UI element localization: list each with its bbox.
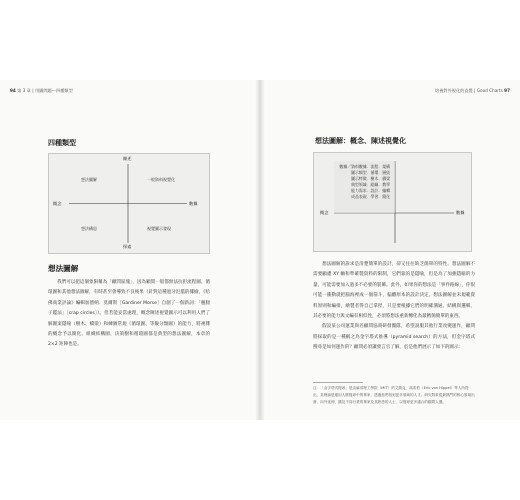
axis-right-label: 數據 bbox=[456, 210, 465, 215]
axis-bottom-label: 探索 bbox=[123, 244, 132, 249]
right-page-number: 97 bbox=[504, 88, 510, 93]
right-paragraph-1: 想法圖解的訴求是清楚簡單的設計，卻又往往缺乏簡單的特性。想法圖解不需要顧慮 XY 軸和準確製資料的限制，它們靠的是隱喻，但是為了加強隱喻的力量，可能需要加入過多不必要的裝飾。此外，如果你的想法是「事件路線」，你很可能一衝動就把腦海裡成一個箭斗，偏離原本的設計決定。想法圖解並未規範資料原則和編排，繪製者得自己拿捏，只是要根據它們的明確溝通、結構與邏輯，其必要的能力與文編有相似性，必須將想法重新轉化為最精簡簡單的東西。 bbox=[313, 262, 475, 320]
example-line: 圖示類型．循環．層級 bbox=[351, 170, 390, 175]
right-running-head-text: 培養對外視化的直覺 | Good Charts bbox=[435, 88, 503, 93]
axis-left-label: 概念 bbox=[320, 210, 329, 215]
right-panel-title: 想法圖解：概念、陳述視覺化 bbox=[315, 137, 406, 145]
quadrant-bottom-right: 視覺圖示發現 bbox=[147, 226, 171, 231]
example-line: 圖示特徵．樹木．橋梁 bbox=[351, 176, 390, 181]
quadrant-bottom-left: 想法構思 bbox=[81, 226, 97, 231]
left-running-head bbox=[10, 88, 73, 94]
left-section-title: 想法圖解 bbox=[48, 264, 79, 273]
footnote-rule bbox=[313, 382, 363, 383]
example-line: 成品表現．學習．簡化 bbox=[351, 194, 390, 199]
right-running-head bbox=[435, 88, 510, 94]
axis-top-label: 陳述 bbox=[123, 156, 132, 161]
quadrant-top-right: 一般資料視覺化 bbox=[147, 177, 175, 182]
left-body-text bbox=[48, 278, 210, 351]
example-list bbox=[332, 164, 390, 200]
example-line: 典型領域．組織．教學 bbox=[351, 182, 390, 187]
right-paragraph-2: 假設某公司運業與名顧問協商研發團隊，希望說服其他行業改變運作，顧問將採取的是一種稱之為金字塔式推導（pyramid search）的方法，但金字塔式搜尋是如何運作的？顧問必須讓發言官了解，於是他們展示了如下的圖示： bbox=[313, 324, 475, 351]
left-panel-title: 四種類型 bbox=[48, 139, 76, 147]
left-paragraph: 我們可以把這個象限稱為「顧問區塊」，因為顧問一般都無法抗拒流程圖、循環圖和其他想法圖解，有時甚至會導致不良後果（針對這種過分氾濫的揶揄，《哈佛商業評論》編輯加德納．莫爾斯［Gardiner Morse］自創了一個新詞：「翹腿子鑑法」〔crap circles〕）。但若能妥當處理，概念陳述視覺圖示可以利用人們了解圖案隱喻（樹木、橋梁）和練圖常規（循環圖、等級分類圖）的能力，將複雜的概念予以簡化。組織結構圖、決策樹和循環圖都是典型的想法圖解，本章的 2×2 矩陣也是。 bbox=[48, 280, 210, 348]
book-spread bbox=[0, 80, 520, 420]
left-running-head-text: 第 3 章 | 用圖問題—四種類型 bbox=[17, 88, 73, 93]
axis-right-label: 數據 bbox=[189, 200, 198, 206]
footnote: 注：「金字塔式搜尋」是由麻省理工學院（MIT）的艾瑞克．馮希伯（Eric von Hippel）等人所提出，其理論是運用人脈搜尋中的專家，透過他們找到更多領域的人才。研究對象從最熱門的核心領域出發，向外延伸，擴及不同行業的專家及其熟悉的人士，以搜尋更多適合的顧問人選。 bbox=[313, 386, 475, 404]
example-line: 數據／資料數據．流程．架構 bbox=[339, 164, 390, 169]
idea-illustration-diagram bbox=[313, 152, 472, 252]
quadrant-top-left: 想法圖解 bbox=[81, 177, 97, 182]
four-types-axes bbox=[49, 154, 209, 253]
left-page-number: 94 bbox=[10, 88, 16, 93]
right-page bbox=[261, 80, 520, 420]
left-page bbox=[0, 80, 259, 420]
right-body-text bbox=[313, 260, 475, 354]
book-gutter bbox=[255, 80, 265, 420]
four-types-diagram bbox=[48, 153, 210, 254]
example-line: 能力需求．設計．編輯 bbox=[351, 188, 390, 193]
axis-left-label: 概念 bbox=[53, 200, 62, 206]
